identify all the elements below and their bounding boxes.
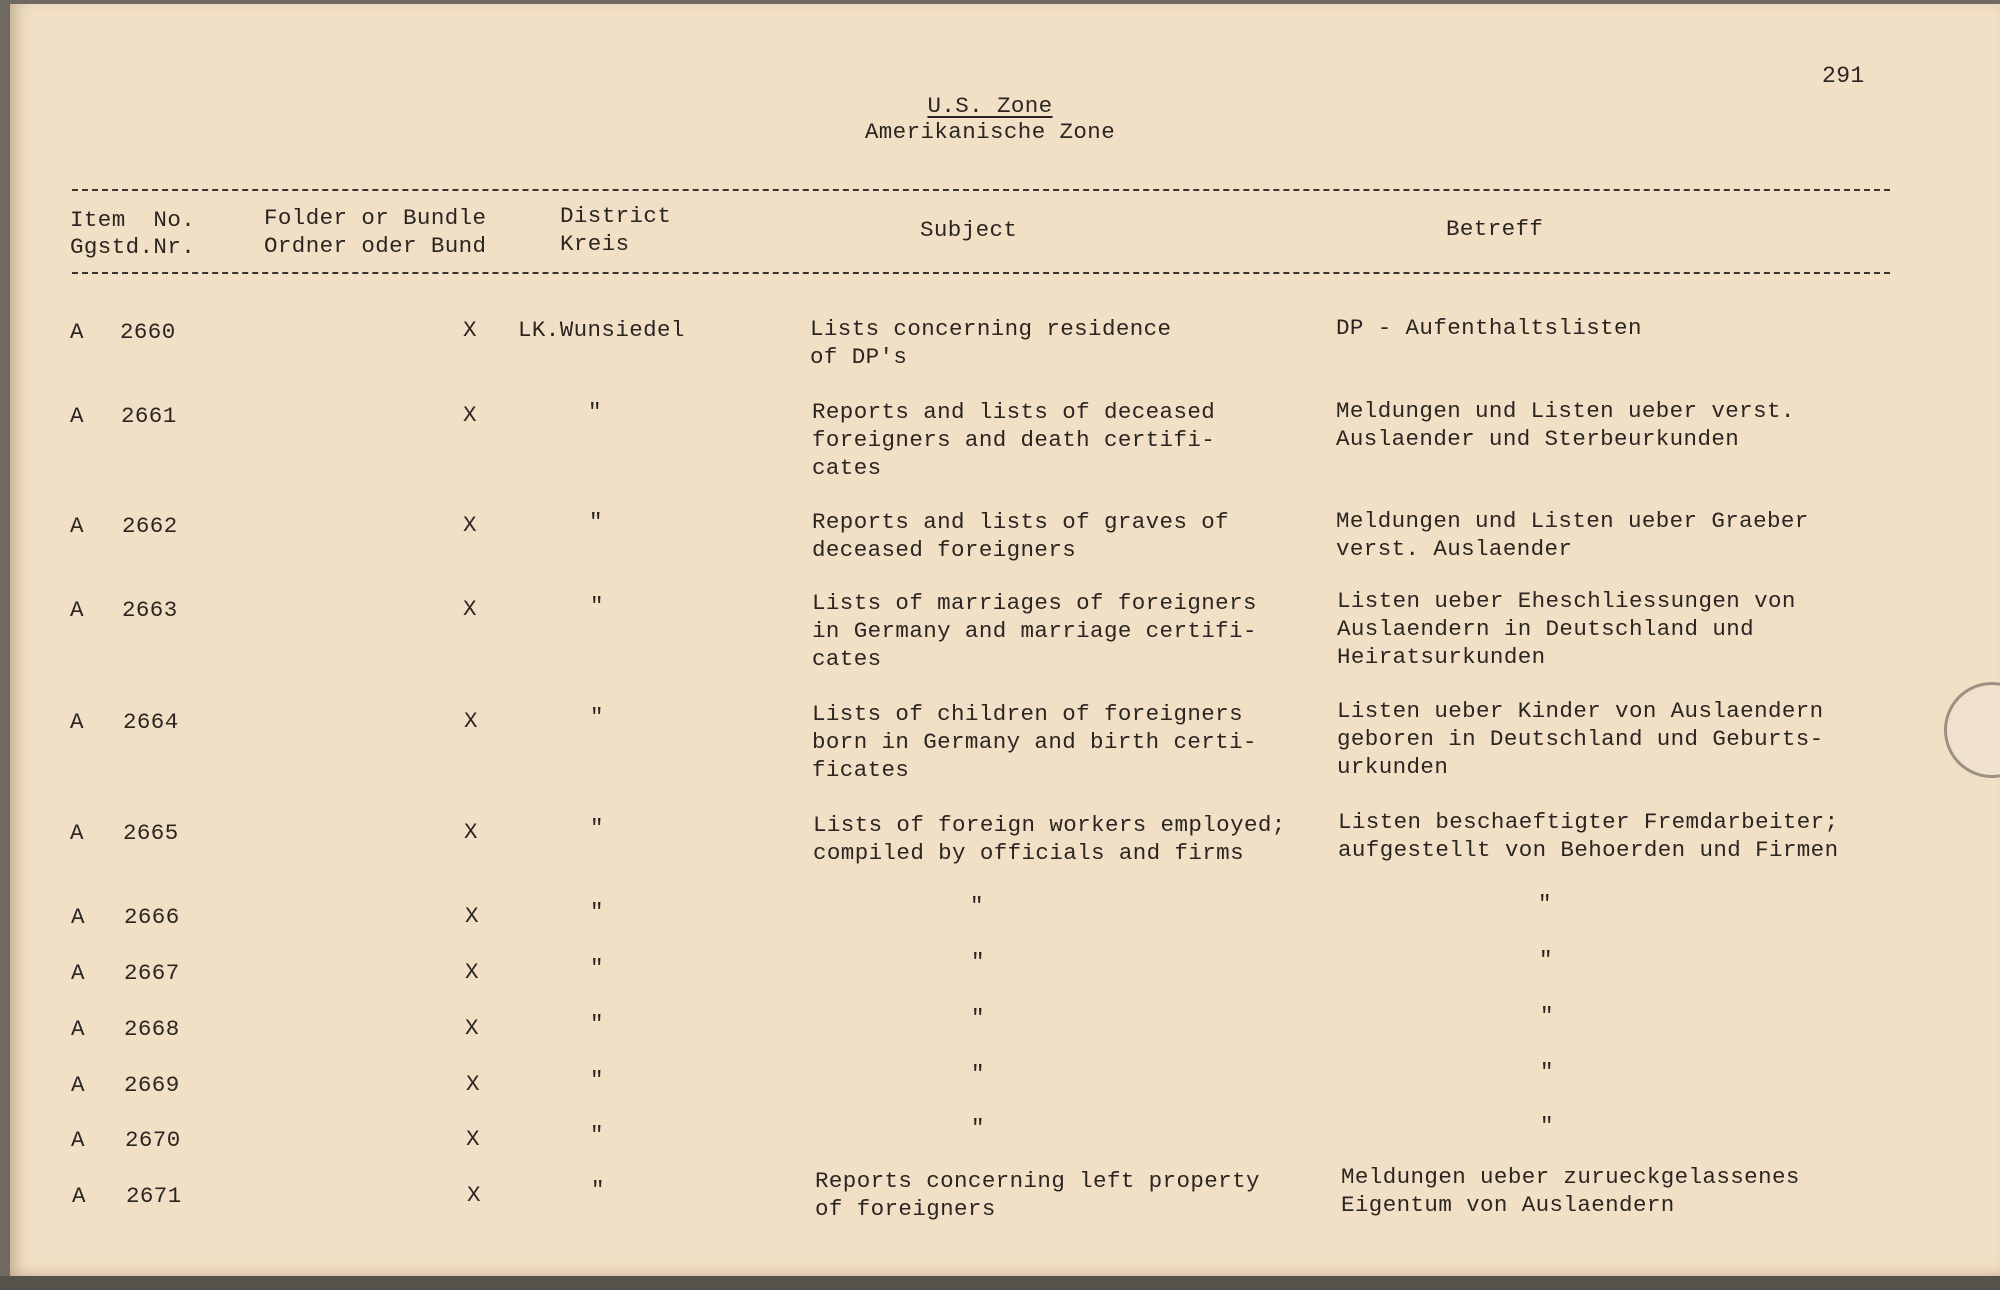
- row-subject-line: Reports concerning left property: [815, 1168, 1260, 1194]
- row-number: 2670: [125, 1127, 181, 1153]
- row-ditto-mark: ": [590, 1067, 604, 1093]
- row-betreff-line: verst. Auslaender: [1336, 536, 1573, 562]
- row-mark: X: [466, 1126, 480, 1152]
- header-betreff: Betreff: [1446, 216, 1544, 242]
- row-betreff-line: Heiratsurkunden: [1337, 644, 1546, 670]
- row-subject-line: born in Germany and birth certi-: [812, 729, 1257, 755]
- row-subject-ditto: ": [970, 893, 984, 919]
- row-number: 2668: [124, 1016, 180, 1042]
- row-number: 2664: [123, 709, 179, 735]
- row-prefix: A: [71, 1016, 85, 1042]
- row-subject-ditto: ": [971, 1061, 985, 1087]
- row-subject-line: in Germany and marriage certifi-: [812, 618, 1257, 644]
- header-rule-bottom: [72, 272, 1890, 274]
- header-district-de: Kreis: [560, 231, 630, 257]
- row-number: 2667: [124, 960, 180, 986]
- row-subject-ditto: ": [971, 949, 985, 975]
- row-betreff-line: aufgestellt von Behoerden und Firmen: [1338, 837, 1839, 863]
- row-betreff-ditto: ": [1538, 891, 1552, 917]
- row-prefix: A: [70, 820, 84, 846]
- row-betreff-line: Meldungen ueber zurueckgelassenes: [1341, 1164, 1800, 1190]
- row-betreff-line: Eigentum von Auslaendern: [1341, 1192, 1675, 1218]
- row-betreff-line: Meldungen und Listen ueber verst.: [1336, 398, 1795, 424]
- row-betreff-ditto: ": [1540, 1113, 1554, 1139]
- row-betreff-line: urkunden: [1337, 754, 1449, 780]
- row-betreff-line: Meldungen und Listen ueber Graeber: [1336, 508, 1809, 534]
- row-ditto-mark: ": [590, 1122, 604, 1148]
- row-subject-line: Lists of children of foreigners: [812, 701, 1243, 727]
- row-subject-line: Reports and lists of deceased: [812, 399, 1216, 425]
- row-betreff-ditto: ": [1540, 1059, 1554, 1085]
- header-item-en: Item No.: [70, 207, 196, 233]
- binder-tab-notch: [1944, 682, 2000, 778]
- row-prefix: A: [70, 403, 84, 429]
- page-bottom-edge: [0, 1276, 2000, 1290]
- row-prefix: A: [71, 960, 85, 986]
- row-prefix: A: [71, 904, 85, 930]
- row-mark: X: [467, 1182, 481, 1208]
- row-prefix: A: [70, 319, 84, 345]
- row-mark: X: [463, 596, 477, 622]
- row-prefix: A: [70, 597, 84, 623]
- row-mark: X: [463, 317, 477, 343]
- row-subject-line: Lists of marriages of foreigners: [812, 590, 1257, 616]
- row-number: 2663: [122, 597, 178, 623]
- row-ditto-mark: ": [589, 509, 603, 535]
- row-subject-line: Reports and lists of graves of: [812, 509, 1230, 535]
- row-subject-line: foreigners and death certifi-: [812, 427, 1216, 453]
- row-ditto-mark: ": [590, 955, 604, 981]
- page-number: 291: [1822, 63, 1865, 89]
- row-ditto-mark: ": [590, 593, 604, 619]
- document-page: [10, 4, 2000, 1276]
- row-prefix: A: [70, 709, 84, 735]
- row-mark: X: [463, 402, 477, 428]
- header-item-de: Ggstd.Nr.: [70, 234, 196, 260]
- row-district: LK.Wunsiedel: [518, 317, 685, 343]
- row-subject-ditto: ": [971, 1115, 985, 1141]
- row-ditto-mark: ": [590, 704, 604, 730]
- row-ditto-mark: ": [588, 399, 602, 425]
- row-prefix: A: [70, 513, 84, 539]
- row-ditto-mark: ": [590, 815, 604, 841]
- row-betreff-line: Listen beschaeftigter Fremdarbeiter;: [1338, 809, 1839, 835]
- row-subject-line: deceased foreigners: [812, 537, 1077, 563]
- row-betreff-line: Auslaender und Sterbeurkunden: [1336, 426, 1740, 452]
- row-mark: X: [464, 708, 478, 734]
- header-district-en: District: [560, 203, 672, 229]
- row-subject-ditto: ": [971, 1005, 985, 1031]
- header-rule-top: [72, 189, 1890, 191]
- row-betreff-line: Listen ueber Eheschliessungen von: [1337, 588, 1796, 614]
- row-subject-line: cates: [812, 455, 882, 481]
- row-mark: X: [464, 819, 478, 845]
- header-folder-en: Folder or Bundle: [264, 205, 487, 231]
- row-ditto-mark: ": [591, 1177, 605, 1203]
- row-number: 2660: [120, 319, 176, 345]
- header-subject: Subject: [920, 217, 1018, 243]
- row-number: 2665: [123, 820, 179, 846]
- row-betreff-line: geboren in Deutschland und Geburts-: [1337, 726, 1824, 752]
- row-subject-line: of foreigners: [815, 1196, 996, 1222]
- row-mark: X: [465, 959, 479, 985]
- row-prefix: A: [71, 1072, 85, 1098]
- row-subject-line: compiled by officials and firms: [813, 840, 1244, 866]
- row-mark: X: [463, 512, 477, 538]
- page-subtitle: Amerikanische Zone: [864, 119, 1116, 145]
- row-subject-line: ficates: [812, 757, 910, 783]
- row-subject-line: cates: [812, 646, 882, 672]
- row-mark: X: [466, 1071, 480, 1097]
- row-subject-line: Lists concerning residence: [810, 316, 1172, 342]
- row-subject-line: of DP's: [810, 344, 908, 370]
- row-subject-line: Lists of foreign workers employed;: [813, 812, 1286, 838]
- row-prefix: A: [72, 1183, 86, 1209]
- row-number: 2661: [121, 403, 177, 429]
- row-betreff-line: DP - Aufenthaltslisten: [1336, 315, 1642, 341]
- row-prefix: A: [71, 1127, 85, 1153]
- row-number: 2666: [124, 904, 180, 930]
- row-ditto-mark: ": [590, 899, 604, 925]
- row-betreff-ditto: ": [1540, 1003, 1554, 1029]
- row-number: 2669: [124, 1072, 180, 1098]
- row-mark: X: [465, 1015, 479, 1041]
- row-betreff-ditto: ": [1539, 947, 1553, 973]
- row-mark: X: [465, 903, 479, 929]
- row-betreff-line: Auslaendern in Deutschland und: [1337, 616, 1755, 642]
- header-folder-de: Ordner oder Bund: [264, 233, 487, 259]
- row-betreff-line: Listen ueber Kinder von Auslaendern: [1337, 698, 1824, 724]
- row-ditto-mark: ": [590, 1011, 604, 1037]
- row-number: 2671: [126, 1183, 182, 1209]
- page-title: U.S. Zone: [927, 93, 1053, 119]
- row-number: 2662: [122, 513, 178, 539]
